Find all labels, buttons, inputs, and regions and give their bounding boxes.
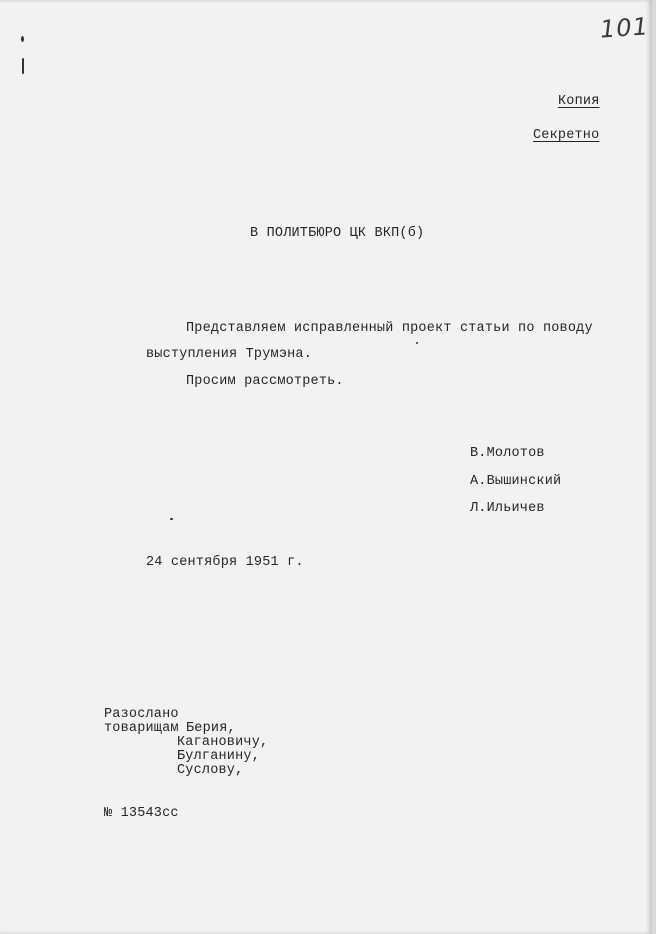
distribution-label: Разослано	[104, 707, 179, 722]
distribution-recipient: Кагановичу,	[177, 735, 269, 750]
scan-speck	[22, 58, 24, 74]
copy-mark: Копия	[558, 94, 600, 109]
scan-speck	[416, 342, 418, 344]
distribution-label: товарищам	[104, 721, 179, 736]
body-line-3: Просим рассмотреть.	[186, 374, 344, 389]
scan-speck	[21, 36, 24, 42]
addressee: В ПОЛИТБЮРО ЦК ВКП(б)	[250, 226, 425, 241]
body-line-2: выступления Трумэна.	[146, 347, 313, 362]
distribution-recipient: Суслову,	[177, 763, 244, 778]
reference-number: № 13543сс	[104, 806, 179, 821]
signatory: А.Вышинский	[470, 474, 562, 489]
page-number: 101	[599, 12, 650, 44]
distribution-recipient: Булганину,	[177, 749, 261, 764]
scan-speck	[170, 518, 173, 520]
signatory: Л.Ильичев	[470, 501, 545, 516]
classification-mark: Секретно	[533, 128, 600, 143]
body-line-1: Представляем исправленный проект статьи по поводу	[186, 321, 593, 336]
distribution-recipient: Берия,	[186, 721, 236, 736]
signatory: В.Молотов	[470, 446, 545, 461]
document-date: 24 сентября 1951 г.	[146, 555, 304, 570]
